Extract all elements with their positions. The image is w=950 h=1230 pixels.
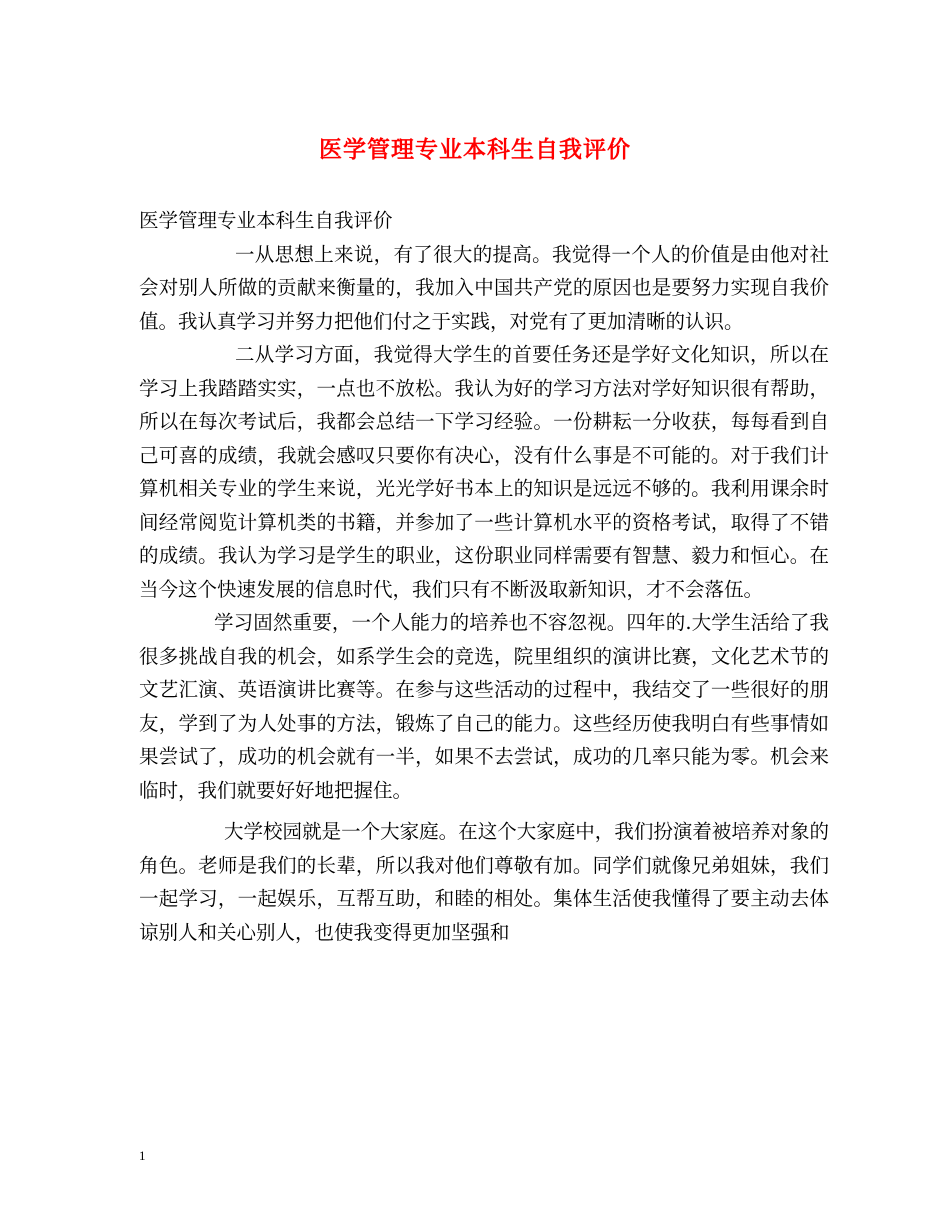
paragraph-campus: 大学校园就是一个大家庭。在这个大家庭中，我们扮演着被培养对象的角色。老师是我们的长辈，所以我对他们尊敬有加。同学们就像兄弟姐妹，我们一起学习，一起娱乐，互帮互助，和睦的相处。集体生活使我懂得了要主动去体谅别人和关心别人，也使我变得更加坚强和: [139, 820, 829, 944]
document-title: 医学管理专业本科生自我评价: [319, 136, 631, 163]
document-body: [139, 204, 829, 949]
paragraph-thought: 一从思想上来说，有了很大的提高。我觉得一个人的价值是由他对社会对别人所做的贡献来衡量的，我加入中国共产党的原因也是要努力实现自我价值。我认真学习并努力把他们付之于实践，对党有了更加清晰的认识。: [139, 242, 829, 333]
paragraph-ability: 学习固然重要，一个人能力的培养也不容忽视。四年的.大学生活给了我很多挑战自我的机会，如系学生会的竞选，院里组织的演讲比赛，文化艺术节的文艺汇演、英语演讲比赛等。在参与这些活动的过程中，我结交了一些很好的朋友，学到了为人处事的方法，锻炼了自己的能力。这些经历使我明白有些事情如果尝试了，成功的机会就有一半，如果不去尝试，成功的几率只能为零。机会来临时，我们就要好好地把握住。: [139, 611, 829, 802]
paragraph-study: 二从学习方面，我觉得大学生的首要任务还是学好文化知识，所以在学习上我踏踏实实，一点也不放松。我认为好的学习方法对学好知识很有帮助，所以在每次考试后，我都会总结一下学习经验。一份耕耘一分收获，每每看到自己可喜的成绩，我就会感叹只要你有决心，没有什么事是不可能的。对于我们计算机相关专业的学生来说，光光学好书本上的知识是远远不够的。我利用课余时间经常阅览计算机类的书籍，并参加了一些计算机水平的资格考试，取得了不错的成绩。我认为学习是学生的职业，这份职业同样需要有智慧、毅力和恒心。在当今这个快速发展的信息时代，我们只有不断汲取新知识，才不会落伍。: [139, 343, 829, 601]
document-subtitle: 医学管理专业本科生自我评价: [139, 209, 393, 232]
page-number: 1: [139, 1148, 146, 1163]
